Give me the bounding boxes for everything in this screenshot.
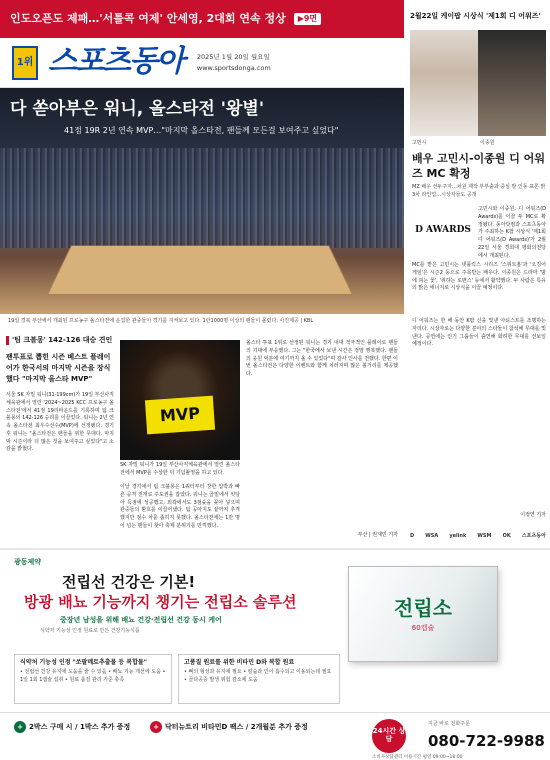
right-article-byline: 이정연 기자 — [520, 512, 546, 518]
newspaper-logo: 스포츠동아 — [48, 44, 183, 80]
sponsor-bar — [410, 528, 546, 544]
info-box-title: 식약처 기능성 인정 "쏘팔메토추출물 등 복합물" — [20, 659, 147, 666]
hero-subtitle: 41점 19R 2년 연속 MVP…"마지막 올스타전, 팬들께 모든걸 보여주고 싶었다" — [64, 126, 339, 135]
plus-icon: + — [150, 721, 162, 733]
hero-title: 다 쏟아부은 워니, 올스타전 '왕별' — [10, 99, 265, 119]
sponsor-logo: 스포츠동아 — [521, 532, 546, 539]
article-byline: 부산 | 권재민 기자 — [357, 532, 398, 538]
article-subhead: '팀 크블몽' 142-126 대승 견인 — [6, 336, 112, 345]
caption-name-right: 이종원 — [480, 140, 495, 146]
info-box-title: 고품질 원료를 위한 비타민 D와 복합 원료 — [184, 659, 295, 666]
right-article-body-2: MC를 맡은 고민시는 넷플릭스 시리즈 '스위트홈'과 '오징어 게임'은 시즌2 등으로 주목받는 배우다. 이종원은 드라마 '밤에 피는 꽃', '취하는 로맨스' 등에서 활약했다. 두 사람은 특유의 밝은 에너지로 시상식을 이끌 예정이다. — [412, 262, 546, 292]
promo-2-text: 닥터뉴트리 비타민D 팩스 / 2개월분 추가 증정 — [165, 723, 308, 731]
advertisement[interactable] — [0, 548, 550, 760]
d-awards-logo: D AWARDS — [415, 224, 471, 235]
info-box-2 — [178, 654, 340, 704]
article-column-1: 서울 SK 자밀 워니(31·199cm)가 19일 부산사직체육관에서 열린 '2024~2025 KCC 프로농구 올스타전'에서 41점 19리바운드를 기록하며 팀 크블몽의 142-126 승리를 이끌었다. 워니는 2년 연속 올스타전 최우수선수(MVP)에 선정됐다. 경기 후 워니는 "올스타전은 팬들을 위한 무대다. 마지막 시즌이라 더 많은 것을 보여주고 싶었다"고 소감을 밝혔다. — [6, 392, 114, 453]
right-article-body-3: 디 어워즈는 한 해 동안 K팝 신을 빛낸 아티스트를 조명하는 자리다. 시상자로는 다양한 분야의 스타들이 참석해 무대를 빛낸다. 공연에는 인기 그룹들이 출연해 화려한 무대를 선보일 예정이다. — [412, 318, 546, 348]
phone-subtext: 소비자상담센터 이용시간 평일 09:00~18:00 — [372, 755, 463, 760]
mvp-board: MVP — [145, 396, 215, 435]
right-article-deck: MZ 배우 선두주자…차원 제작 부부출과 중심 발 인동 표론 밝3차 라인업…시상자들도 공개 — [412, 184, 546, 198]
right-tag: 2월22일 케이팝 시상식 '제1회 디 어워즈' — [410, 12, 541, 20]
product-count: 60캡슐 — [411, 623, 435, 632]
photo-right — [478, 30, 546, 136]
sponsor-logo: OK — [502, 532, 511, 539]
hours-badge: 24시간 상담 — [372, 719, 406, 753]
page-ref: ▶9면 — [294, 13, 321, 26]
ad-subline-2: 식약처 기능성 인정 원료로 만든 건강기능식품 — [40, 628, 140, 634]
phone-number[interactable]: 080-722-9988 — [428, 732, 545, 750]
mvp-caption: SK 자밀 워니가 19일 부산사직체육관에서 열린 올스타전에서 MVP를 수상한 뒤 기념촬영을 하고 있다. — [120, 462, 240, 476]
article-column-2: 이날 경기에서 팀 크블몽은 1쿼터부터 강한 압박과 빠른 공격 전개로 주도권을 잡았다. 워니는 골밑에서 잇달아 득점에 성공했고, 외곽에서도 3점슛을 꽂아 넣으며 관중들의 환호를 이끌어냈다. 팀 공아지도 끝까지 추격했지만 점수 차를 좁히지 못했다. 올스타전에는 1만 명이 넘는 팬들이 찾아 축제 분위기를 만끽했다. — [120, 484, 240, 529]
top-headline-strip[interactable] — [0, 0, 404, 38]
info-box-text: • 전립선 건강 유지에 도움을 줄 수 있음 • 배뇨 기능 개선에 도움 • 1일 1회 1캡슐 섭취 • 원료 품질 관리 기준 충족 — [20, 669, 166, 684]
info-box-text: • 뼈의 형성과 유지에 필요 • 칼슘과 인이 흡수되고 이용되는데 필요 • 골다공증 발생 위험 감소에 도움 — [184, 669, 332, 684]
sponsor-logo: WSM — [477, 532, 492, 539]
product-name: 전립소 — [394, 595, 452, 620]
ad-subline: 중장년 남성을 위해 배뇨 건강·전립선 건강 동시 케어 — [60, 616, 222, 624]
info-box-1 — [14, 654, 172, 704]
promo-1 — [14, 721, 130, 733]
ad-order-bar — [0, 712, 550, 760]
mvp-photo — [120, 340, 240, 460]
masthead — [0, 38, 404, 88]
ad-headline: 전립선 건강은 기본! — [62, 573, 196, 591]
article-lead: 팬투표로 뽑힌 시즌 베스트 플레이어가 한국서의 마지막 시즌을 장식했다 "마지막 올스타 MVP" — [6, 353, 111, 384]
sponsor-logo: yelink — [449, 532, 467, 539]
plus-icon: + — [14, 721, 26, 733]
website: www.sportsdonga.com — [196, 63, 271, 72]
article-column-3: 올스타 투표 1위로 선정된 워니는 경기 내내 적극적인 플레이로 팬들의 기대에 부응했다. 그는 "한국에서 보낸 시간은 정말 행복했다. 팬들의 응원 덕분에 여기까지 올 수 있었다"며 감사 인사를 전했다. 한편 이번 올스타전은 다양한 이벤트와 함께 치러지며 많은 볼거리를 제공했다. — [246, 340, 398, 377]
basketball-court-image — [47, 245, 353, 295]
ad-headline-2: 방광 배뇨 기능까지 챙기는 전립소 솔루션 — [24, 593, 297, 611]
product-box — [348, 566, 498, 662]
masthead-info — [197, 52, 271, 73]
right-article-body-1: 고민시와 이종원, 디 어워즈(D Awards)를 이끌 두 MC로 확정됐다. 동아닷컴과 스포츠동아가 주최하는 K팝 시상식 '제1회 디 어워즈(D Awards)'가 2월 22일 서울 경희대 평화의전당에서 개최된다. — [478, 206, 546, 259]
top-headline: 인도오픈도 제패…'서틀콕 여제' 안세영, 2대회 연속 정상 — [10, 11, 286, 25]
promo-2 — [150, 721, 308, 733]
crowd-image — [0, 148, 404, 248]
issue-date: 2025년 1월 20일 월요일 — [196, 53, 270, 62]
right-article-title: 배우 고민시-이종원 디 어워즈 MC 확정 — [412, 152, 545, 180]
promo-1-text: 2박스 구매 시 / 1박스 추가 증정 — [29, 723, 131, 731]
phone-label: 지금 바로 전화주문 — [428, 721, 470, 727]
sponsor-logo: WSA — [425, 532, 439, 539]
ad-brand: 광동제약 — [14, 558, 42, 566]
hero-caption: 19일 경북 부산에서 개최된 프로농구 올스타전에 운집한 관중들이 경기를 지켜보고 있다. 1만1000명 이상의 팬들이 몰렸다. 사진제공 | KBL — [8, 318, 314, 324]
hero-photo — [0, 88, 404, 314]
photo-left — [410, 30, 478, 136]
rank-badge: 1위 — [12, 46, 38, 80]
sponsor-logo: D — [410, 532, 415, 539]
caption-name-left: 고민시 — [412, 140, 427, 146]
